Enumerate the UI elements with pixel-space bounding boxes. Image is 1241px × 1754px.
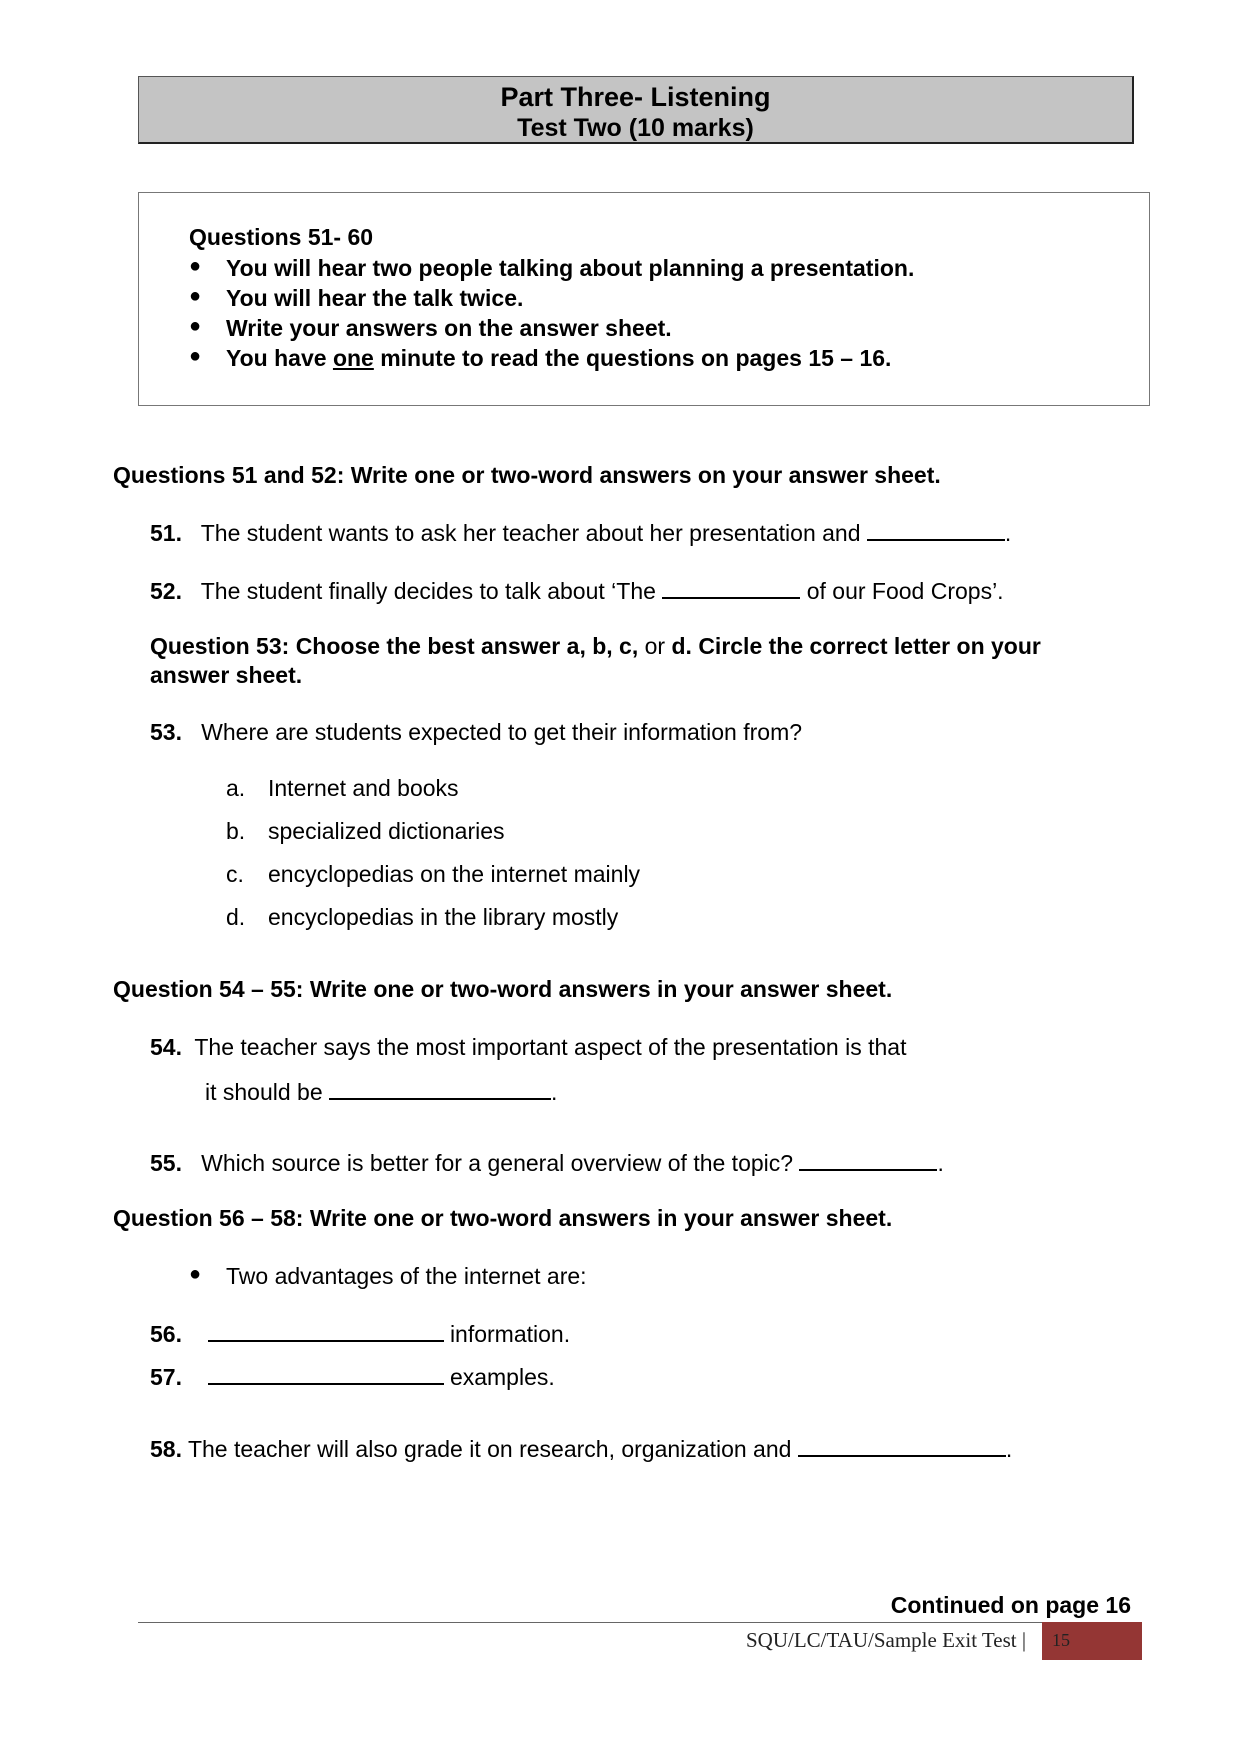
answer-blank[interactable] bbox=[799, 1149, 937, 1171]
question-58: 58. The teacher will also grade it on research, organization and . bbox=[150, 1436, 1013, 1462]
instruction-bullet: ● Write your answers on the answer sheet. bbox=[189, 315, 672, 341]
section-heading-51-52: Questions 51 and 52: Write one or two-word answers on your answer sheet. bbox=[113, 462, 941, 488]
page-number: 15 bbox=[1052, 1630, 1070, 1650]
continued-note: Continued on page 16 bbox=[890, 1592, 1131, 1618]
answer-blank[interactable] bbox=[867, 519, 1005, 541]
question-54: 54. The teacher says the most important aspect of the presentation is that bbox=[150, 1034, 907, 1060]
option-c[interactable]: c. encyclopedias on the internet mainly bbox=[226, 861, 641, 887]
bullet-icon: ● bbox=[189, 1263, 202, 1285]
answer-blank[interactable] bbox=[662, 577, 800, 599]
answer-blank[interactable] bbox=[798, 1435, 1006, 1457]
footer-divider bbox=[138, 1622, 1134, 1623]
question-54-line2: it should be . bbox=[205, 1079, 558, 1105]
answer-blank[interactable] bbox=[208, 1320, 444, 1342]
question-55: 55. Which source is better for a general overview of the topic? . bbox=[150, 1150, 944, 1176]
bullet-icon: ● bbox=[189, 255, 202, 277]
instruction-bullet: ● You have one minute to read the questions on pages 15 – 16. bbox=[189, 345, 892, 371]
option-d[interactable]: d. encyclopedias in the library mostly bbox=[226, 904, 619, 930]
section-heading-53-line2: answer sheet. bbox=[150, 662, 303, 688]
instructions-heading: Questions 51- 60 bbox=[189, 224, 374, 250]
bullet-icon: ● bbox=[189, 285, 202, 307]
answer-blank[interactable] bbox=[208, 1363, 444, 1385]
question-53: 53. Where are students expected to get their information from? bbox=[150, 719, 803, 745]
instruction-bullet: ● You will hear two people talking about planning a presentation. bbox=[189, 255, 915, 281]
instruction-bullet: ● You will hear the talk twice. bbox=[189, 285, 524, 311]
section-heading-54-55: Question 54 – 55: Write one or two-word answers in your answer sheet. bbox=[113, 976, 893, 1002]
question-56: 56. information. bbox=[150, 1321, 571, 1347]
option-a[interactable]: a. Internet and books bbox=[226, 775, 459, 801]
footer-test-id: SQU/LC/TAU/Sample Exit Test | bbox=[746, 1628, 1027, 1652]
part-title: Part Three- Listening bbox=[500, 82, 771, 112]
section-heading-53: Question 53: Choose the best answer a, b, c, or d. Circle the correct letter on your bbox=[150, 633, 1041, 659]
question-52: 52. The student finally decides to talk about ‘The of our Food Crops’. bbox=[150, 578, 1004, 604]
question-57: 57. examples. bbox=[150, 1364, 555, 1390]
bullet-icon: ● bbox=[189, 315, 202, 337]
question-51: 51. The student wants to ask her teacher about her presentation and . bbox=[150, 520, 1012, 546]
underlined-word: one bbox=[332, 345, 374, 371]
part-title-box bbox=[138, 76, 1134, 144]
option-b[interactable]: b. specialized dictionaries bbox=[226, 818, 505, 844]
bullet-icon: ● bbox=[189, 345, 202, 367]
test-subtitle: Test Two (10 marks) bbox=[517, 114, 754, 142]
answer-blank[interactable] bbox=[329, 1078, 551, 1100]
list-item: ● Two advantages of the internet are: bbox=[189, 1263, 587, 1289]
section-heading-56-58: Question 56 – 58: Write one or two-word answers in your answer sheet. bbox=[113, 1205, 893, 1231]
